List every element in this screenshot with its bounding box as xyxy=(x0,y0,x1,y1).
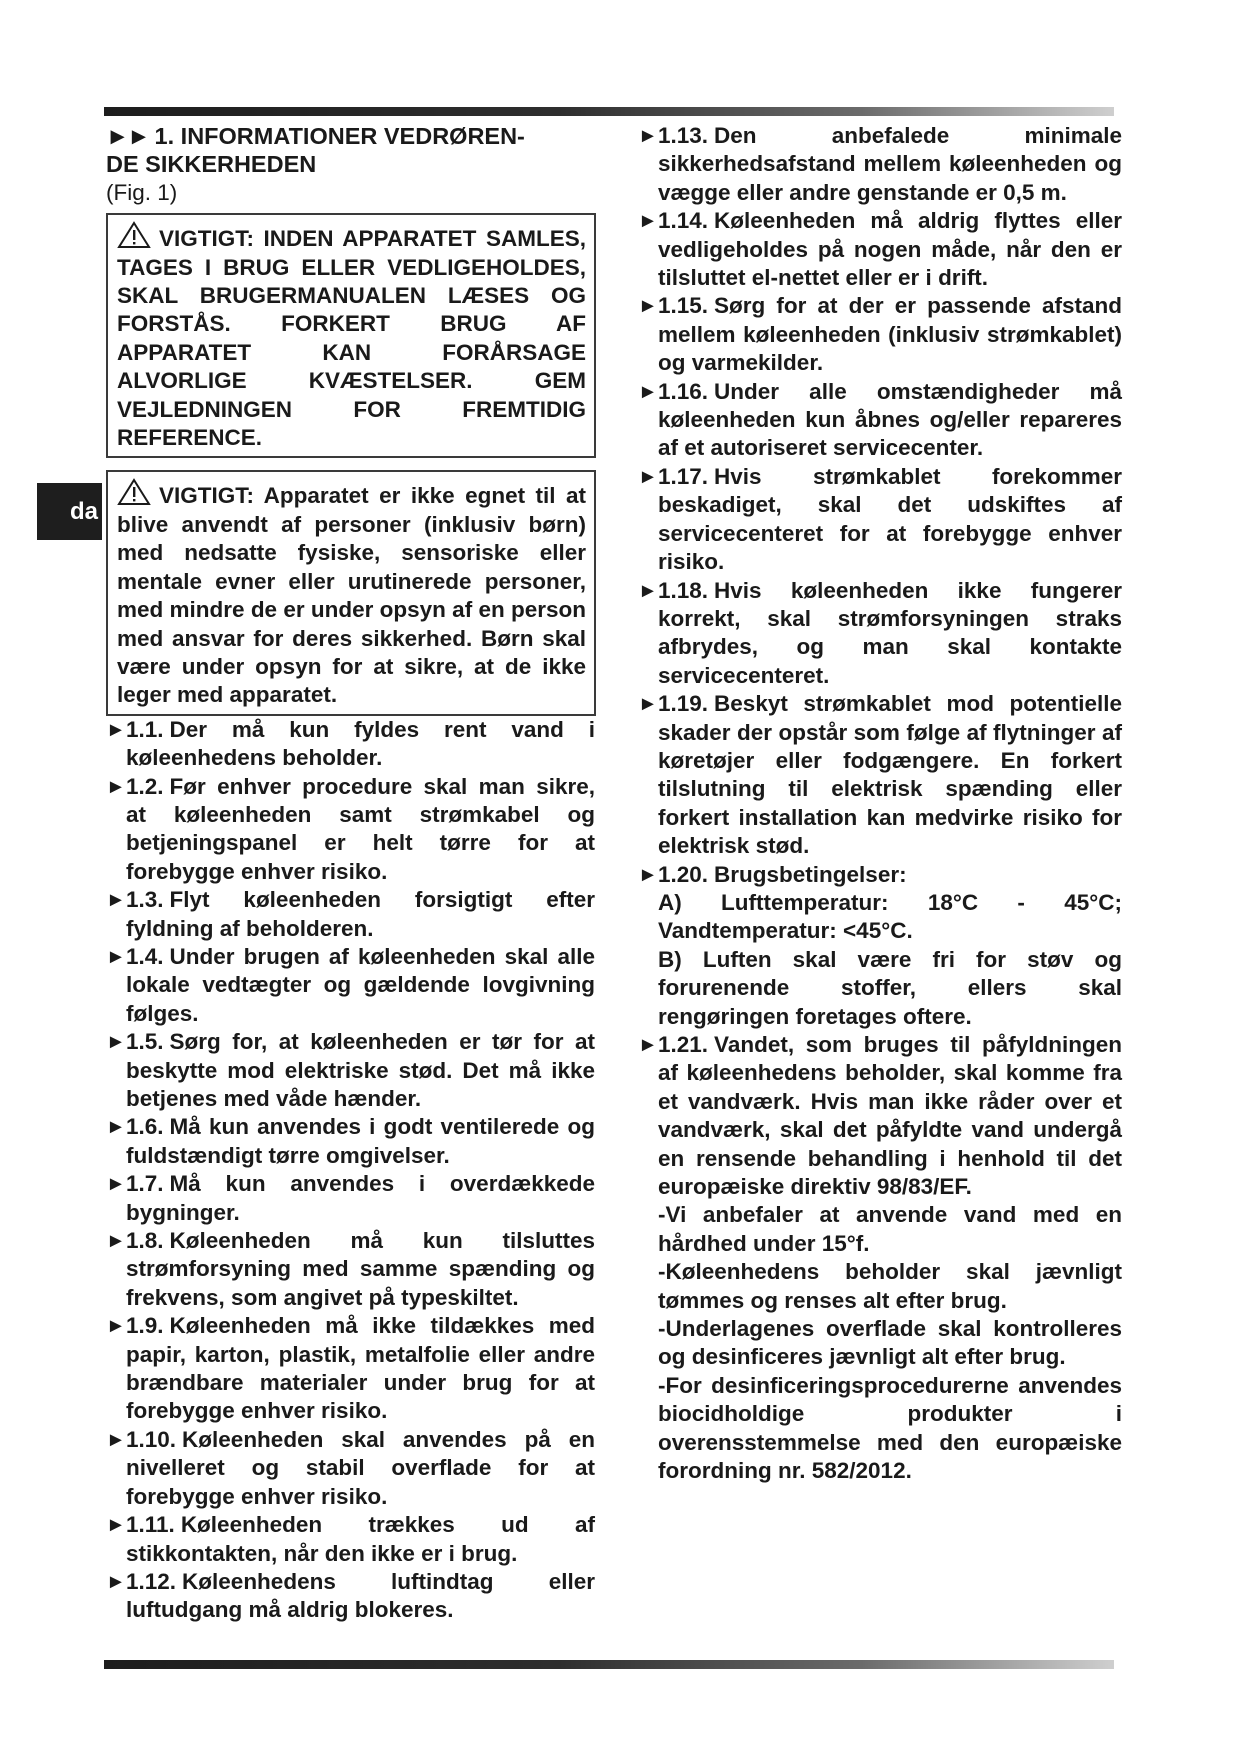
warning-box-1 xyxy=(106,213,596,458)
item-text: Beskyt strømkablet mod potentielle skader der opstår som følge af flytninger af køretøjer eller fodgængere. En forkert tilslutning til elektrisk spænding eller forkert installation kan medvirke risiko for elektrisk stød. xyxy=(658,691,1122,859)
item-paragraph xyxy=(658,946,1122,1031)
item-body xyxy=(126,773,595,887)
bullet-arrow-icon: ► xyxy=(106,1570,126,1593)
list-item xyxy=(638,1031,1122,1486)
list-item xyxy=(638,861,1122,1031)
list-item xyxy=(638,207,1122,292)
warning-triangle-icon xyxy=(117,478,151,506)
item-body xyxy=(658,292,1122,377)
item-text: Må kun anvendes i overdækkede bygninger. xyxy=(126,1171,595,1225)
left-column xyxy=(106,122,595,1625)
bullet-arrow-icon: ► xyxy=(106,1031,126,1054)
item-paragraph xyxy=(126,773,595,887)
item-paragraph xyxy=(658,207,1122,292)
item-text: -Underlagenes overflade skal kontrolleres og desinficeres jævnligt alt efter brug. xyxy=(658,1316,1122,1370)
item-text: Køleenheden skal anvendes på en nivelleret og stabil overflade for at forebygge enhver risiko. xyxy=(126,1426,595,1509)
list-item xyxy=(106,1028,595,1113)
bullet-arrow-icon: ► xyxy=(638,295,658,318)
item-paragraph xyxy=(126,1028,595,1113)
item-text: Køleenheden trækkes ud af stikkontakten, når den ikke er i brug. xyxy=(126,1512,595,1566)
item-number: 1.13. xyxy=(658,123,709,148)
item-body xyxy=(658,690,1122,860)
list-item xyxy=(106,773,595,887)
item-paragraph xyxy=(126,1113,595,1170)
bullet-arrow-icon: ► xyxy=(106,1230,126,1253)
item-body xyxy=(126,886,595,943)
list-item xyxy=(106,943,595,1028)
item-paragraph xyxy=(126,1312,595,1426)
item-number: 1.7. xyxy=(126,1171,164,1197)
bullet-arrow-icon: ► xyxy=(106,1173,126,1196)
item-text: Køleenheden må kun tilsluttes strømforsyning med samme spænding og frekvens, som angivet på typeskiltet. xyxy=(126,1228,595,1310)
item-body xyxy=(658,122,1122,207)
item-text: -Køleenhedens beholder skal jævnligt tømmes og renses alt efter brug. xyxy=(658,1259,1122,1313)
section-heading xyxy=(106,122,595,179)
list-item xyxy=(106,1426,595,1511)
list-item xyxy=(638,292,1122,377)
item-text: Der må kun fyldes rent vand i køleenhedens beholder. xyxy=(126,716,595,771)
item-number: 1.10. xyxy=(126,1426,177,1452)
bullet-arrow-icon: ► xyxy=(638,125,658,147)
item-number: 1.19. xyxy=(658,691,709,717)
bullet-arrow-icon: ► xyxy=(638,210,658,233)
bullet-arrow-icon: ► xyxy=(638,465,658,488)
right-item-list xyxy=(638,122,1122,1486)
item-number: 1.16. xyxy=(658,378,709,404)
item-text: A) Lufttemperatur: 18°C - 45°C; Vandtemperatur: <45°C. xyxy=(658,889,1122,944)
item-paragraph xyxy=(126,943,595,1028)
item-text: Flyt køleenheden forsigtigt efter fyldning af beholderen. xyxy=(126,887,595,941)
item-body xyxy=(126,1227,595,1312)
item-paragraph xyxy=(658,122,1122,207)
item-text: Den anbefalede minimale sikkerhedsafstand mellem køleenheden og vægge eller andre genstande er 0,5 m. xyxy=(658,123,1122,205)
item-body xyxy=(658,378,1122,463)
list-item xyxy=(638,690,1122,860)
item-number: 1.2. xyxy=(126,773,164,799)
item-body xyxy=(658,577,1122,691)
item-paragraph xyxy=(658,1031,1122,1201)
item-paragraph xyxy=(658,463,1122,577)
item-body xyxy=(126,1426,595,1511)
list-item xyxy=(638,463,1122,577)
item-body xyxy=(658,207,1122,292)
item-number: 1.8. xyxy=(126,1228,164,1254)
item-number: 1.6. xyxy=(126,1114,164,1140)
heading-marker: ►► xyxy=(106,123,149,149)
item-text: Sørg for, at køleenheden er tør for at beskytte mod elektriske stød. Det må ikke betjenes med våde hænder. xyxy=(126,1029,595,1111)
bullet-arrow-icon: ► xyxy=(638,693,658,716)
item-body xyxy=(126,716,595,773)
figure-reference: (Fig. 1) xyxy=(106,179,178,205)
item-text: Før enhver procedure skal man sikre, at køleenheden samt strømkabel og betjeningspanel er helt tørre for at forebygge enhver risiko. xyxy=(126,773,595,884)
list-item xyxy=(106,716,595,773)
item-paragraph xyxy=(126,716,595,773)
item-number: 1.18. xyxy=(658,577,709,603)
item-text: Under brugen af køleenheden skal alle lokale vedtægter og gældende lovgivning følges. xyxy=(126,943,595,1026)
item-paragraph xyxy=(658,378,1122,463)
item-paragraph xyxy=(658,861,1122,889)
warning-triangle-icon xyxy=(117,221,151,249)
item-paragraph xyxy=(126,1568,595,1625)
item-number: 1.1. xyxy=(126,716,164,742)
footer-rule xyxy=(104,1660,1114,1669)
item-number: 1.15. xyxy=(658,293,709,319)
item-paragraph xyxy=(658,292,1122,377)
item-paragraph xyxy=(126,886,595,943)
list-item xyxy=(638,122,1122,207)
item-number: 1.4. xyxy=(126,943,164,969)
header-rule xyxy=(104,107,1114,116)
item-body xyxy=(126,1028,595,1113)
bullet-arrow-icon: ► xyxy=(638,1034,658,1056)
item-paragraph xyxy=(658,690,1122,860)
language-tab: da xyxy=(37,483,102,540)
item-text: Køleenhedens luftindtag eller luftudgang må aldrig blokeres. xyxy=(126,1568,595,1623)
warning-text-2: VIGTIGT: Apparatet er ikke egnet til at blive anvendt af personer (inklusiv børn) med nedsatte fysiske, sensoriske eller mentale evner eller urutinerede personer, med mindre de er under opsyn af en person med ansvar for deres sikkerhed. Børn skal være under opsyn for at sikre, at de ikke leger med apparatet. xyxy=(117,483,586,708)
list-item xyxy=(106,1568,595,1625)
item-number: 1.5. xyxy=(126,1029,164,1055)
item-text: B) Luften skal være fri for støv og forurenende stoffer, ellers skal rengøringen foretages oftere. xyxy=(658,946,1122,1029)
left-item-list xyxy=(106,716,595,1625)
item-number: 1.14. xyxy=(658,208,709,234)
heading-line-2: DE SIKKERHEDEN xyxy=(106,151,317,178)
item-text: -Vi anbefaler at anvende vand med en hårdhed under 15°f. xyxy=(658,1202,1122,1256)
item-text: Hvis strømkablet forekommer beskadiget, skal det udskiftes af servicecenteret for at forebygge enhver risiko. xyxy=(658,463,1122,575)
item-text: Under alle omstændigheder må køleenheden kun åbnes og/eller repareres af et autoriseret servicecenter. xyxy=(658,378,1122,461)
item-number: 1.20. xyxy=(658,861,709,887)
item-text: -For desinficeringsprocedurerne anvendes biocidholdige produkter i overensstemmelse med den europæiske forordning nr. 582/2012. xyxy=(658,1372,1122,1484)
heading-line-1: 1. INFORMATIONER VEDRØREN- xyxy=(154,123,525,149)
item-text: Sørg for at der er passende afstand mellem køleenheden (inklusiv strømkablet) og varmekilder. xyxy=(658,293,1122,376)
item-text: Må kun anvendes i godt ventilerede og fuldstændigt tørre omgivelser. xyxy=(126,1114,595,1168)
list-item xyxy=(106,1312,595,1426)
item-paragraph xyxy=(658,1315,1122,1372)
item-body xyxy=(126,1113,595,1170)
item-paragraph xyxy=(658,889,1122,946)
item-number: 1.12. xyxy=(126,1568,177,1594)
item-text: Køleenheden må ikke tildækkes med papir, karton, plastik, metalfolie eller andre brændbare materialer under brug for at forebygge enhver risiko. xyxy=(126,1313,595,1424)
item-body xyxy=(658,1031,1122,1486)
item-text: Vandet, som bruges til påfyldningen af køleenhedens beholder, skal komme fra et vandværk. Hvis man ikke råder over et vandværk, skal det påfyldte vand undergå en rensende behandling i henhold til det europæiske direktiv 98/83/EF. xyxy=(658,1032,1122,1200)
right-column xyxy=(638,122,1122,1486)
bullet-arrow-icon: ► xyxy=(106,718,126,741)
item-paragraph xyxy=(658,1201,1122,1258)
item-number: 1.17. xyxy=(658,463,709,489)
item-number: 1.21. xyxy=(658,1032,709,1057)
item-body xyxy=(126,943,595,1028)
item-body xyxy=(126,1511,595,1568)
item-text: Hvis køleenheden ikke fungerer korrekt, skal strømforsyningen straks afbrydes, og man skal kontakte servicecenteret. xyxy=(658,577,1122,688)
bullet-arrow-icon: ► xyxy=(106,889,126,912)
item-paragraph xyxy=(126,1227,595,1312)
item-paragraph xyxy=(658,577,1122,691)
item-text: Køleenheden må aldrig flyttes eller vedligeholdes på nogen måde, når den er tilsluttet el-nettet eller er i drift. xyxy=(658,208,1122,291)
item-number: 1.9. xyxy=(126,1313,164,1339)
item-text: Brugsbetingelser: xyxy=(714,861,907,887)
warning-box-2 xyxy=(106,470,596,715)
bullet-arrow-icon: ► xyxy=(106,1315,126,1338)
item-number: 1.11. xyxy=(126,1512,175,1538)
item-paragraph xyxy=(658,1372,1122,1486)
list-item xyxy=(638,577,1122,691)
warning-text-1: VIGTIGT: INDEN APPARATET SAMLES, TAGES I BRUG ELLER VEDLIGEHOLDES, SKAL BRUGERMANUALEN LÆSES OG FORSTÅS. FORKERT BRUG AF APPARATET KAN FORÅRSAGE ALVORLIGE KVÆSTELSER. GEM VEJLEDNINGEN FOR FREMTIDIG REFERENCE. xyxy=(117,226,586,451)
list-item xyxy=(106,1227,595,1312)
bullet-arrow-icon: ► xyxy=(638,380,658,403)
bullet-arrow-icon: ► xyxy=(106,1428,126,1451)
item-body xyxy=(126,1312,595,1426)
item-paragraph xyxy=(126,1511,595,1568)
item-body xyxy=(126,1568,595,1625)
item-paragraph xyxy=(126,1170,595,1227)
bullet-arrow-icon: ► xyxy=(106,1514,126,1537)
list-item xyxy=(106,1170,595,1227)
list-item xyxy=(106,886,595,943)
item-body xyxy=(658,861,1122,1031)
item-paragraph xyxy=(658,1258,1122,1315)
list-item xyxy=(106,1511,595,1568)
bullet-arrow-icon: ► xyxy=(106,945,126,968)
bullet-arrow-icon: ► xyxy=(106,775,126,798)
bullet-arrow-icon: ► xyxy=(106,1116,126,1139)
item-number: 1.3. xyxy=(126,887,164,913)
item-paragraph xyxy=(126,1426,595,1511)
bullet-arrow-icon: ► xyxy=(638,579,658,602)
item-body xyxy=(658,463,1122,577)
list-item xyxy=(106,1113,595,1170)
item-body xyxy=(126,1170,595,1227)
bullet-arrow-icon: ► xyxy=(638,863,658,886)
list-item xyxy=(638,378,1122,463)
